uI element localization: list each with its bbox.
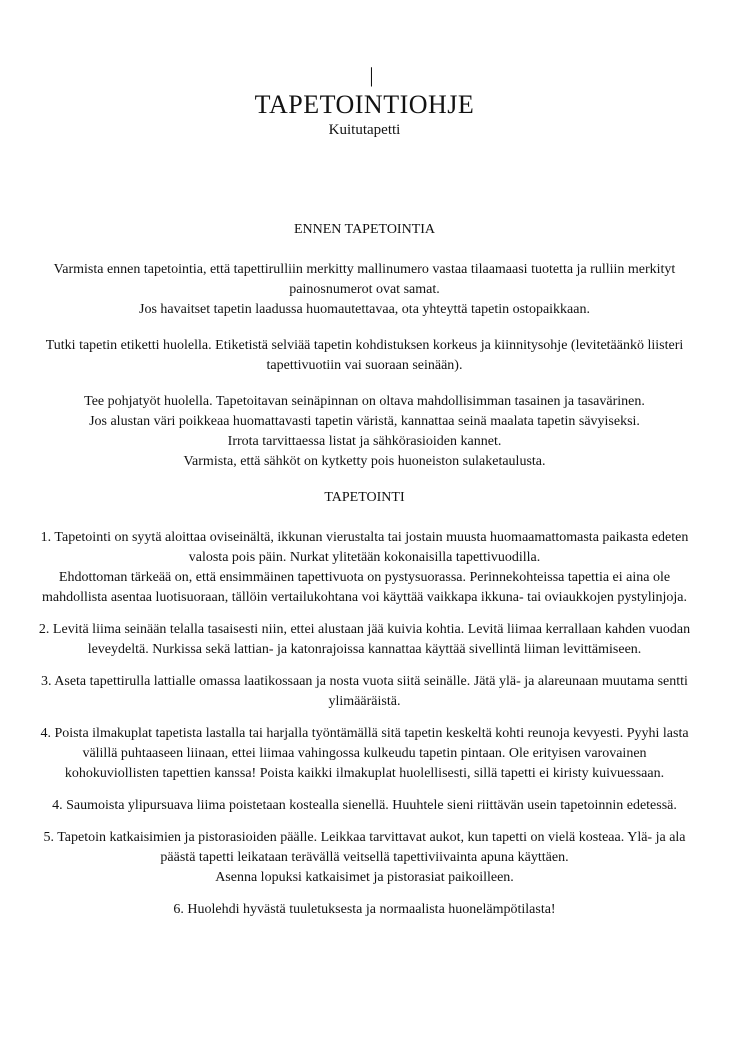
step-4-air-bubbles xyxy=(36,724,693,784)
paragraph-block-roll-numbers xyxy=(36,260,693,320)
paragraph-line: Asenna lopuksi katkaisimet ja pistorasiat paikoilleen. xyxy=(215,870,514,885)
paragraph-line: Varmista ennen tapetointia, että tapettirulliin merkitty mallinumero vastaa tilaamaasi tuotetta ja rulliin merkityt painosnumerot ovat samat. xyxy=(53,262,676,297)
paragraph-line: 6. Huolehdi hyvästä tuuletuksesta ja normaalista huonelämpötilasta! xyxy=(173,902,556,917)
paragraph-line: Varmista, että sähköt on kytketty pois huoneiston sulaketaulusta. xyxy=(183,454,546,469)
section-heading-tapetointi: TAPETOINTI xyxy=(324,490,405,505)
paragraph-line: Irrota tarvittaessa listat ja sähkörasioiden kannet. xyxy=(227,434,502,449)
paragraph-line: Tutki tapetin etiketti huolella. Etiketistä selviää tapetin kohdistuksen korkeus ja kiinnitysohje (levitetäänkö liisteri tapettivuotiin vai suoraan seinään). xyxy=(45,338,684,373)
paragraph-line: 1. Tapetointi on syytä aloittaa oviseinältä, ikkunan vierustalta tai jostain muusta huomaamattomasta paikasta edeten valosta pois päin. Nurkat ylitetään kokonaisilla tapettivuodilla. xyxy=(40,530,689,565)
paragraph-line: 4. Saumoista ylipursuava liima poistetaan kostealla sienellä. Huuhtele sieni riittävän usein tapetoinnin edetessä. xyxy=(52,798,677,813)
paragraph-line: Jos havaitset tapetin laadussa huomautettavaa, ota yhteyttä tapetin ostopaikkaan. xyxy=(139,302,590,317)
step-2 xyxy=(36,620,693,660)
step-1 xyxy=(36,528,693,608)
section-heading-ennen-tapetointia: ENNEN TAPETOINTIA xyxy=(293,222,436,237)
section-ennen-tapetointia xyxy=(36,220,693,472)
paragraph-line: 2. Levitä liima seinään telalla tasaisesti niin, ettei alustaan jää kuivia kohtia. Levitä liimaa kerrallaan kahden vuodan leveydeltä. Nurkissa sekä lattian- ja katonrajoissa kannattaa käyttää sivellintä liiman levittämiseen. xyxy=(38,622,691,657)
step-6 xyxy=(36,900,693,920)
step-5 xyxy=(36,828,693,888)
document-subtitle: Kuitutapetti xyxy=(328,122,401,138)
paragraph-line: 4. Poista ilmakuplat tapetista lastalla tai harjalla työntämällä sitä tapetin keskeltä kohti reunoja kevyesti. Pyyhi lasta välillä puhtaaseen liinaan, ettei liimaa vahingossa kulkeudu tapetin pintaan. Ole erityisen varovainen kohokuviollisten tapettien kanssa! Poista kaikki ilmakuplat huolellisesti, sillä tapetti ei kiristy kuivuessaan. xyxy=(40,726,689,781)
paragraph-block-label xyxy=(36,336,693,376)
paragraph-block-preparation xyxy=(36,392,693,472)
document-title: TAPETOINTIOHJE xyxy=(254,90,475,119)
vertical-line-mark: | xyxy=(369,63,374,87)
paragraph-line: 3. Aseta tapettirulla lattialle omassa laatikossaan ja nosta vuota siitä seinälle. Jätä ylä- ja alareunaan muutama sentti ylimääräistä. xyxy=(41,674,688,709)
paragraph-line: Jos alustan väri poikkeaa huomattavasti tapetin väristä, kannattaa seinä maalata tapetin sävyiseksi. xyxy=(89,414,640,429)
step-3 xyxy=(36,672,693,712)
paragraph-line: Ehdottoman tärkeää on, että ensimmäinen tapettivuota on pystysuorassa. Perinnekohteissa tapettia ei aina ole mahdollista asentaa luotisuoraan, tällöin vertailukohtana voi käyttää vaikkapa ikkuna- tai oviaukkojen pystylinjoja. xyxy=(42,570,687,605)
step-4-seams xyxy=(36,796,693,816)
paragraph-line: Tee pohjatyöt huolella. Tapetoitavan seinäpinnan on oltava mahdollisimman tasainen ja tasavärinen. xyxy=(84,394,645,409)
section-tapetointi xyxy=(36,488,693,920)
paragraph-line: 5. Tapetoin katkaisimien ja pistorasioiden päälle. Leikkaa tarvittavat aukot, kun tapetti on vielä kosteaa. Ylä- ja ala päästä tapetti leikataan terävällä veitsellä tapettiviivainta apuna käyttäen. xyxy=(43,830,686,865)
